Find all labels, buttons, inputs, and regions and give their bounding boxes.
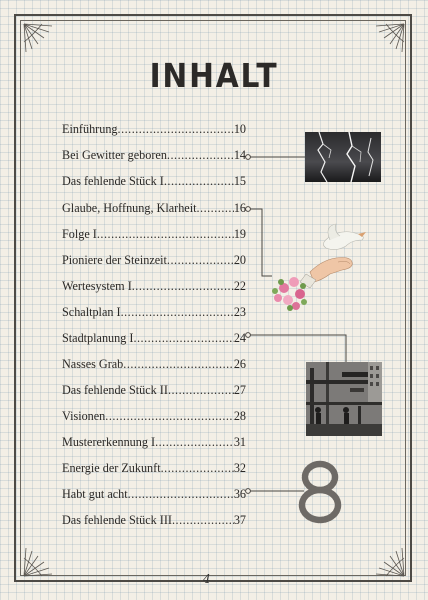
toc-entry-title: Das fehlende Stück II: [62, 383, 168, 397]
toc-leader-dots: [155, 435, 234, 450]
toc-entry-title: Schaltplan I: [62, 305, 121, 319]
hand-with-bird-illustration: [270, 222, 370, 314]
toc-entry-page: 10: [233, 122, 246, 136]
toc-leader-dots: [172, 513, 234, 528]
toc-leader-dots: [123, 357, 234, 372]
toc-entry-page: 27: [233, 383, 246, 397]
toc-entry-page: 22: [233, 279, 246, 293]
toc-leader-dots: [168, 383, 234, 398]
toc-entry-title: Das fehlende Stück I: [62, 174, 164, 188]
toc-entry-page: 26: [233, 357, 246, 371]
toc-entry-page: 19: [233, 227, 246, 241]
toc-leader-dots: [132, 279, 234, 294]
toc-entry: [62, 201, 246, 217]
toc-entry-page: 24: [233, 331, 246, 345]
toc-leader-dots: [133, 331, 233, 346]
toc-leader-dots: [161, 461, 234, 476]
toc-entry-title: Das fehlende Stück III: [62, 513, 172, 527]
toc-entry-page: 16: [233, 201, 246, 215]
toc-entry: [62, 305, 246, 321]
toc-entry-page: 32: [233, 461, 246, 475]
toc-entry-title: Energie der Zukunft: [62, 461, 161, 475]
toc-entry: [62, 513, 246, 529]
toc-leader-dots: [97, 227, 234, 242]
toc-entry-page: 23: [233, 305, 246, 319]
toc-entry-title: Bei Gewitter geboren: [62, 148, 167, 162]
toc-leader-dots: [164, 174, 234, 189]
toc-entry: [62, 409, 246, 425]
toc-entry: [62, 227, 246, 243]
eight-label: 8: [319, 500, 321, 501]
toc-leader-dots: [118, 122, 234, 137]
toc-entry-title: Stadtplanung I: [62, 331, 134, 345]
construction-photo: [306, 362, 382, 436]
corner-ornament-bottom-right: [372, 544, 406, 578]
corner-ornament-top-right: [372, 22, 406, 56]
toc-entry-title: Glaube, Hoffnung, Klarheit: [62, 201, 197, 215]
page-number: 4: [203, 572, 211, 586]
toc-entry-page: 36: [233, 487, 246, 501]
toc-entry: [62, 148, 246, 164]
toc-entry: [62, 279, 246, 295]
toc-entry: [62, 357, 246, 373]
toc-entry: [62, 174, 246, 190]
lightning-photo: [305, 132, 381, 182]
toc-leader-dots: [196, 201, 233, 216]
toc-leader-dots: [121, 305, 234, 320]
toc-entry: [62, 487, 246, 503]
toc-entry-title: Visionen: [62, 409, 106, 423]
toc-entry-page: 15: [233, 174, 246, 188]
corner-ornament-bottom-left: [22, 544, 56, 578]
toc-entry-title: Habt gut acht: [62, 487, 128, 501]
toc-entry-page: 20: [233, 253, 246, 267]
toc-leader-dots: [128, 487, 234, 502]
toc-leader-dots: [167, 253, 234, 268]
toc-entry: [62, 122, 246, 138]
page-title: INHALT: [149, 56, 279, 95]
toc-entry: [62, 435, 246, 451]
toc-entry-title: Pioniere der Steinzeit: [62, 253, 167, 267]
toc-entry-title: Folge I: [62, 227, 97, 241]
toc-entry-title: Wertesystem I: [62, 279, 132, 293]
toc-entry-title: Mustererkennung I: [62, 435, 156, 449]
toc-entry-page: 28: [233, 409, 246, 423]
toc-leader-dots: [167, 148, 234, 163]
toc-entry-title: Nasses Grab: [62, 357, 124, 371]
toc-entry: [62, 331, 246, 347]
toc-entry-page: 37: [233, 513, 246, 527]
toc-entry: [62, 253, 246, 269]
toc-entry: [62, 461, 246, 477]
toc-leader-dots: [105, 409, 234, 424]
corner-ornament-top-left: [22, 22, 56, 56]
toc-entry-page: 14: [233, 148, 246, 162]
toc-entry: [62, 383, 246, 399]
number-eight-ornament: [296, 460, 344, 524]
toc-entry-title: Einführung: [62, 122, 118, 136]
toc-entry-page: 31: [233, 435, 246, 449]
